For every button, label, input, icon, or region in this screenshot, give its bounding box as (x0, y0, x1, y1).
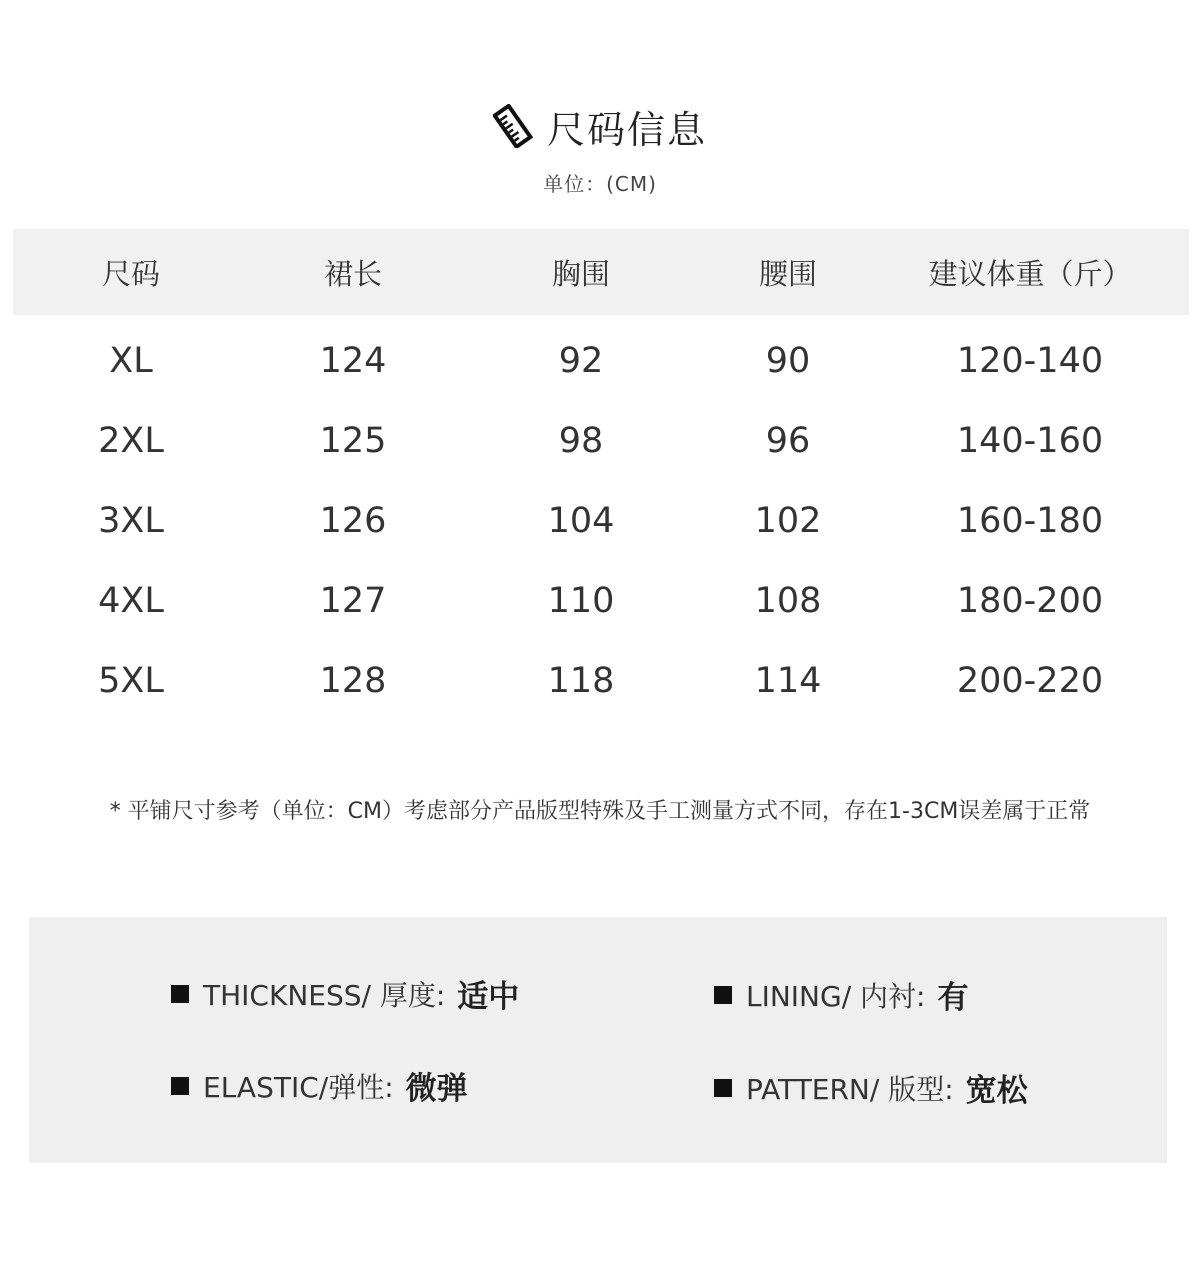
table-cell: 125 (319, 421, 387, 461)
table-cell: 180-200 (956, 581, 1104, 621)
column-header-skirt-length: 裙长 (323, 256, 382, 291)
table-cell: 140-160 (956, 421, 1104, 461)
bullet-square-icon (714, 1079, 732, 1097)
table-cell: 92 (558, 341, 604, 381)
table-body (13, 315, 1189, 721)
table-cell: 110 (547, 581, 615, 621)
attribute-label: LINING/ 内衬: (746, 979, 926, 1013)
table-cell: 108 (754, 581, 822, 621)
column-header-size: 尺码 (101, 256, 160, 291)
table-cell: 5XL (98, 661, 164, 701)
attribute-value: 宽松 (965, 1073, 1028, 1109)
measurement-note: * 平铺尺寸参考（单位：CM）考虑部分产品版型特殊及手工测量方式不同，存在1-3CM误差属于正常 (109, 799, 1091, 824)
attribute-value: 微弹 (405, 1071, 468, 1107)
table-cell: 200-220 (956, 661, 1104, 701)
bullet-square-icon (714, 986, 732, 1004)
table-row (13, 561, 1189, 641)
table-cell: 128 (319, 661, 387, 701)
table-cell: 126 (319, 501, 387, 541)
table-row (13, 641, 1189, 721)
column-header-weight: 建议体重（斤） (928, 256, 1132, 291)
table-cell: 2XL (98, 421, 164, 461)
table-cell: 98 (558, 421, 604, 461)
table-cell: 4XL (98, 581, 164, 621)
attribute-lining (714, 972, 968, 1017)
table-cell: 102 (754, 501, 822, 541)
table-cell: 3XL (98, 501, 164, 541)
attribute-label: ELASTIC/弹性: (203, 1070, 394, 1104)
attributes-panel (29, 917, 1167, 1163)
attribute-value: 适中 (457, 979, 520, 1015)
table-row (13, 401, 1189, 481)
attribute-thickness (171, 971, 519, 1016)
table-cell: 124 (319, 341, 387, 381)
table-cell: 120-140 (956, 341, 1104, 381)
ruler-icon (493, 104, 533, 148)
size-table (13, 229, 1189, 721)
attribute-label: PATTERN/ 版型: (746, 1072, 954, 1106)
attribute-label: THICKNESS/ 厚度: (203, 978, 446, 1012)
bullet-square-icon (171, 985, 189, 1003)
column-header-waist: 腰围 (758, 256, 817, 291)
table-cell: 104 (547, 501, 615, 541)
table-row (13, 321, 1189, 401)
bullet-square-icon (171, 1077, 189, 1095)
attribute-value: 有 (937, 980, 969, 1016)
table-cell: 127 (319, 581, 387, 621)
table-cell: 114 (754, 661, 822, 701)
attribute-elastic (171, 1063, 468, 1108)
page-title: 尺码信息 (546, 107, 707, 152)
size-info-header (0, 98, 1200, 154)
table-cell: 160-180 (956, 501, 1104, 541)
unit-label: 单位：(CM) (543, 172, 657, 196)
table-cell: 96 (765, 421, 811, 461)
table-header-row (13, 229, 1189, 315)
attribute-pattern (714, 1065, 1028, 1110)
table-cell: 118 (547, 661, 615, 701)
table-cell: 90 (765, 341, 811, 381)
table-cell: XL (109, 341, 153, 381)
column-header-bust: 胸围 (551, 256, 610, 291)
table-row (13, 481, 1189, 561)
